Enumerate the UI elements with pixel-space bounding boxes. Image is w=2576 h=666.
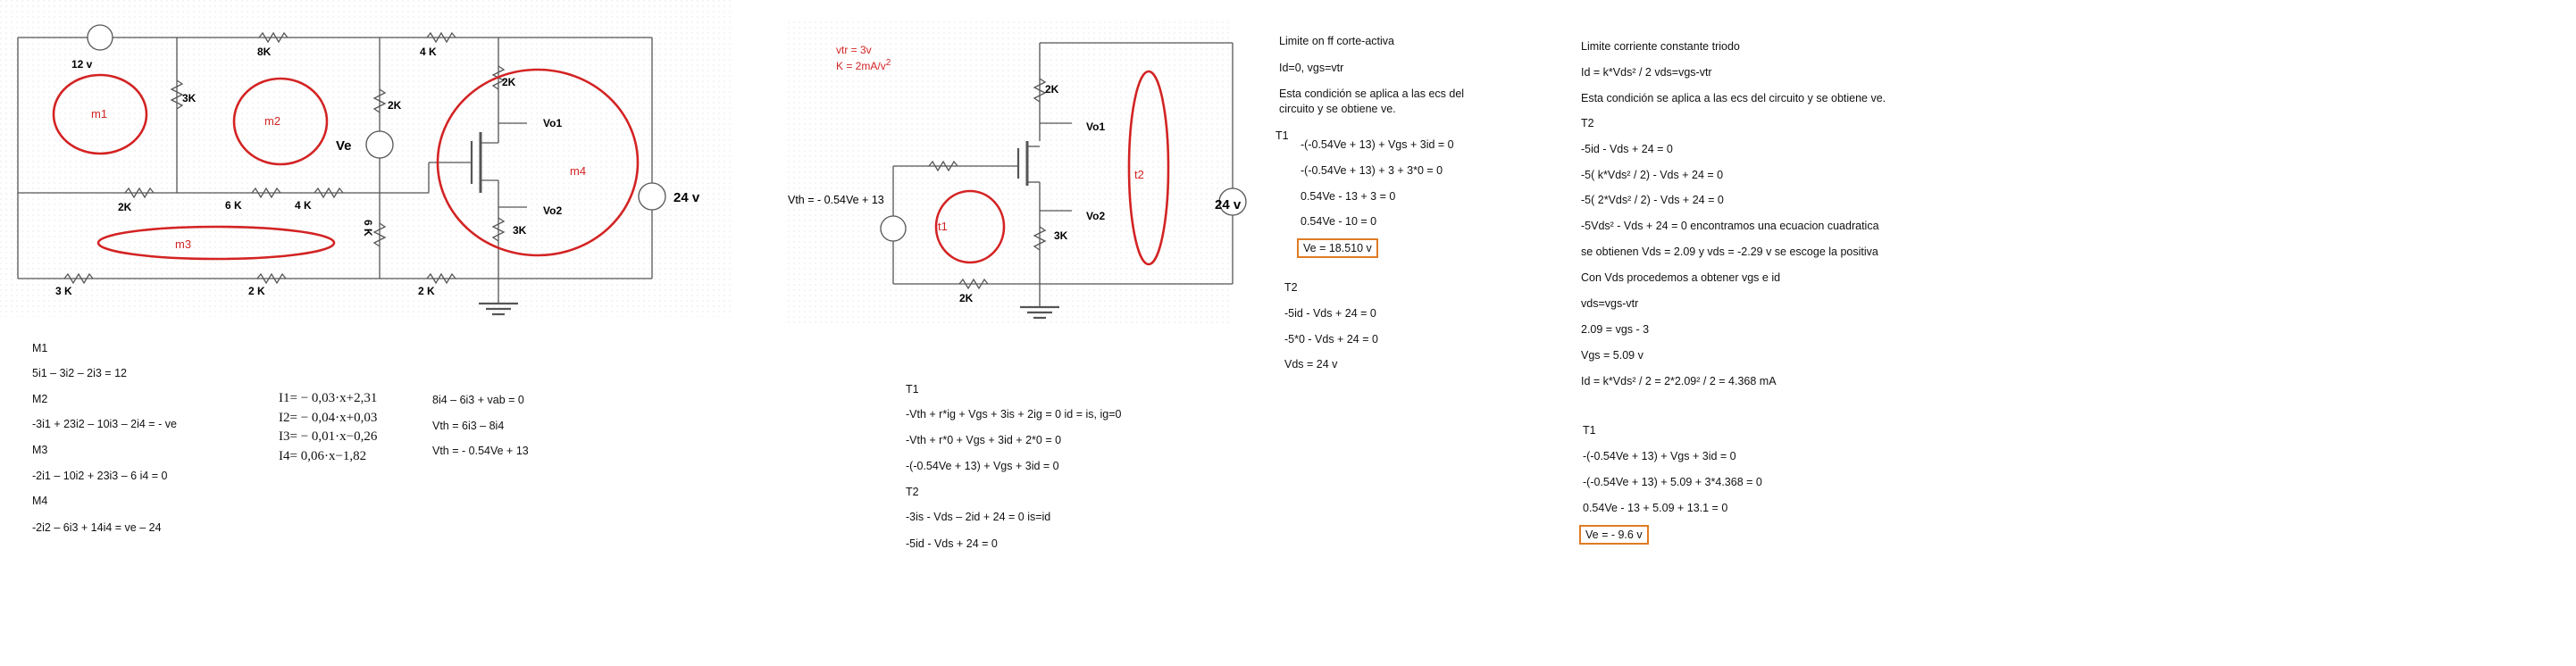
triodo-line: 2.09 = vgs - 3 <box>1581 323 1650 336</box>
limite-ff-line: -5id - Vds + 24 = 0 <box>1284 307 1376 320</box>
label-2k-mid: 2K <box>118 201 132 213</box>
eq-line: 5i1 – 3i2 – 2i3 = 12 <box>32 367 127 379</box>
limite-triodo-t2: T2 <box>1581 117 1594 129</box>
label-3k-top: 3K <box>182 92 197 104</box>
result-ve-triodo: Ve = - 9.6 v <box>1579 525 1649 545</box>
label-24v: 24 v <box>673 190 700 205</box>
label-12v: 12 v <box>71 58 93 71</box>
loop-line: -3is - Vds – 2id + 24 = 0 is=id <box>906 511 1051 523</box>
label-vo2-c2: Vo2 <box>1086 210 1106 222</box>
label-m1: m1 <box>91 107 108 121</box>
label-2k-bottom-c2: 2K <box>959 292 974 304</box>
limite-ff-cond: Id=0, vgs=vtr <box>1279 62 1344 74</box>
limite-ff-line: -5*0 - Vds + 24 = 0 <box>1284 333 1378 345</box>
eq-line: M3 <box>32 444 48 456</box>
thevenin-line: 8i4 – 6i3 + vab = 0 <box>432 394 524 406</box>
label-4k-top: 4 K <box>420 46 437 58</box>
triodo-line: Id = k*Vds² / 2 = 2*2.09² / 2 = 4.368 mA <box>1581 375 1777 387</box>
limite-ff-line: Vds = 24 v <box>1284 358 1338 370</box>
limite-triodo-formula: Id = k*Vds² / 2 vds=vgs-vtr <box>1581 66 1712 79</box>
thevenin-line: Vth = 6i3 – 8i4 <box>432 420 505 432</box>
label-6k-mid: 6 K <box>225 199 242 212</box>
triodo-line: -5( 2*Vds² / 2) - Vds + 24 = 0 <box>1581 194 1724 206</box>
label-3k-bottom: 3 K <box>55 285 72 297</box>
label-2k-drain-c2: 2K <box>1045 83 1059 96</box>
eq-line: -3i1 + 23i2 – 10i3 – 2i4 = - ve <box>32 418 177 430</box>
label-6k-vertical: 6 K <box>362 220 374 237</box>
limite-ff-line: 0.54Ve - 10 = 0 <box>1301 215 1377 228</box>
loop-line: -5id - Vds + 24 = 0 <box>906 537 998 550</box>
triodo-line: -5Vds² - Vds + 24 = 0 encontramos una ecuacion cuadratica <box>1581 220 1879 232</box>
limite-triodo-t1: T1 <box>1583 424 1596 437</box>
loop-line: -Vth + r*0 + Vgs + 3id + 2*0 = 0 <box>906 434 1062 446</box>
current-i3: I3= − 0,01·x−0,26 <box>279 429 378 444</box>
label-3k-c2: 3K <box>1054 229 1068 242</box>
limite-triodo-desc: Esta condición se aplica a las ecs del circuito y se obtiene ve. <box>1581 92 1886 104</box>
voltage-source-vth <box>881 216 906 241</box>
label-vo1: Vo1 <box>543 117 563 129</box>
label-ve: Ve <box>336 138 352 154</box>
eq-line: M4 <box>32 495 48 507</box>
label-t2: t2 <box>1134 168 1144 181</box>
label-vo1-c2: Vo1 <box>1086 121 1106 133</box>
label-8k: 8K <box>257 46 272 58</box>
label-t1: t1 <box>938 220 948 233</box>
label-4k-mid: 4 K <box>295 199 312 212</box>
loop-line: T2 <box>906 486 919 498</box>
limite-ff-t1: T1 <box>1275 129 1289 142</box>
label-k: $K = 2mA/v^2$ <box>836 58 891 72</box>
limite-ff-title: Limite on ff corte-activa <box>1279 35 1394 47</box>
triodo-line: -5id - Vds + 24 = 0 <box>1581 143 1673 155</box>
loop-line: -Vth + r*ig + Vgs + 3is + 2ig = 0 id = is, ig=0 <box>906 408 1122 420</box>
label-2k-ve: 2K <box>388 99 402 112</box>
loop-line: -(-0.54Ve + 13) + Vgs + 3id = 0 <box>906 460 1059 472</box>
limite-ff-line: -(-0.54Ve + 13) + 3 + 3*0 = 0 <box>1301 164 1443 177</box>
result-ve-ff: Ve = 18.510 v <box>1297 238 1378 258</box>
grid-background-1 <box>0 0 732 317</box>
current-i4: I4= 0,06·x−1,82 <box>279 449 367 463</box>
label-m3: m3 <box>175 237 192 251</box>
triodo-line: -(-0.54Ve + 13) + 5.09 + 3*4.368 = 0 <box>1583 476 1762 488</box>
eq-line: -2i1 – 10i2 + 23i3 – 6 i4 = 0 <box>32 470 168 482</box>
limite-ff-desc: circuito y se obtiene ve. <box>1279 103 1396 115</box>
label-2k-bottom-right: 2 K <box>418 285 435 297</box>
limite-ff-desc: Esta condición se aplica a las ecs del <box>1279 87 1465 100</box>
triodo-line: Vgs = 5.09 v <box>1581 349 1643 362</box>
triodo-line: -(-0.54Ve + 13) + Vgs + 3id = 0 <box>1583 450 1736 462</box>
current-i2: I2= − 0,04·x+0,03 <box>279 411 378 425</box>
triodo-line: vds=vgs-vtr <box>1581 297 1639 310</box>
thevenin-line: Vth = - 0.54Ve + 13 <box>432 445 529 457</box>
voltage-source-12v <box>88 25 113 50</box>
eq-line: M1 <box>32 342 48 354</box>
triodo-line: se obtienen Vds = 2.09 y vds = -2.29 v se escoge la positiva <box>1581 246 1878 258</box>
triodo-line: Con Vds procedemos a obtener vgs e id <box>1581 271 1781 284</box>
label-24v-c2: 24 v <box>1215 197 1242 212</box>
limite-ff-line: 0.54Ve - 13 + 3 = 0 <box>1301 190 1396 203</box>
eq-line: M2 <box>32 393 48 405</box>
label-vtr: vtr = 3v <box>836 44 872 56</box>
current-i1: I1= − 0,03·x+2,31 <box>279 391 378 405</box>
eq-line: -2i2 – 6i3 + 14i4 = ve – 24 <box>32 521 162 534</box>
label-m2: m2 <box>264 114 281 128</box>
label-m4: m4 <box>570 164 587 178</box>
loop-line: T1 <box>906 383 919 395</box>
label-3k-source: 3K <box>513 224 527 237</box>
triodo-line: -5( k*Vds² / 2) - Vds + 24 = 0 <box>1581 169 1724 181</box>
limite-ff-t2: T2 <box>1284 281 1298 294</box>
label-2k-drain: 2K <box>502 76 516 88</box>
limite-ff-line: -(-0.54Ve + 13) + Vgs + 3id = 0 <box>1301 138 1454 151</box>
label-2k-bottom: 2 K <box>248 285 265 297</box>
limite-triodo-title: Limite corriente constante triodo <box>1581 40 1740 53</box>
triodo-line: 0.54Ve - 13 + 5.09 + 13.1 = 0 <box>1583 502 1728 514</box>
voltage-source-ve <box>366 131 393 158</box>
label-vo2: Vo2 <box>543 204 563 217</box>
label-vth: Vth = - 0.54Ve + 13 <box>788 194 884 206</box>
voltage-source-24v <box>639 183 665 210</box>
